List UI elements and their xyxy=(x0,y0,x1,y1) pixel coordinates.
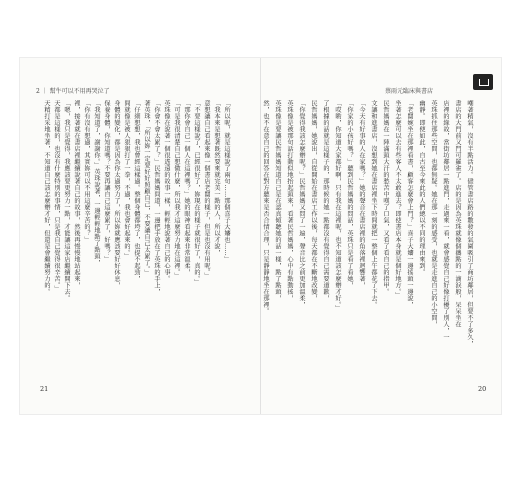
text-column: 坐著怎麼可以去有些客人不太敢進去？即使書店本身就是個好地方。」 xyxy=(394,100,401,299)
text-column: 裡，接著就在書店裡繼續說著自己的故事，然後再慢慢地站起來， xyxy=(73,100,80,289)
text-column: 「仔細想想，我也曾經這樣過。整個身體都垮了，也提不起勁， xyxy=(133,100,140,282)
running-header-right: 蔡雨元臨床與書店 xyxy=(385,88,434,95)
text-column: 意想讓自己看起來像一個書店老闆的樣子，但是也沒有用呢。」 xyxy=(203,100,210,279)
text-column: 間就像是被人狠狠打了一拳，不過，我也會好起來的。」 xyxy=(123,100,130,260)
text-column: 「我本來是想著既然要來就完美一點的人，所以才說， xyxy=(213,100,220,256)
text-column: 民哲媽媽在一陣滿頭大汗的愁苦中嘆了口氣，又看了看自己的指甲。 xyxy=(382,100,389,295)
text-column: 「今天有好事的人在家嗎？」她的聲音在書店裡的角落裡迴響著， xyxy=(358,100,365,289)
page-number-left: 21 xyxy=(40,385,49,393)
text-column: 英珠像是要讓民哲媽媽知道自己是在認真傾聽她的話一樣，點了點頭， xyxy=(274,100,281,302)
text-column: 幽靜。即便如此，自古至今來此的人們總以不同的理由來到。 xyxy=(418,100,425,276)
text-column: 英珠像在說著一個很遙遠的故事一樣，輕輕地說著自己的心事。 xyxy=(163,100,170,282)
text-column: 身體的變化，都是因為你太過努力了，所以妳就應該要好好休息， xyxy=(113,100,120,289)
text-column: 嘲著精氣，沒有半點活力。儘管書店路的數發的氣圍吸引了商坊鄰居，但要不了多久， xyxy=(466,100,473,347)
text-column: 「所以呢，就是這樣說了兩句……那個喜子大嬸也……」 xyxy=(223,100,230,263)
text-column: 「可是我很清楚自己想做什麼，所以我才這麼努力地在這裡。」 xyxy=(173,100,180,279)
text-column: 了根據的話就是這樣子的，那時候的她一點都沒有覺得自己需要道歉， xyxy=(322,100,329,302)
text-column: 「那你會自己一個人在這裡嗎？」她的眼神看起來非常溫柔， xyxy=(183,100,190,276)
text-column: 民哲媽媽，她說出，自從開始在書店工作以後，每天都在不斷地改變， xyxy=(310,100,317,302)
text-column: 「你有沒有想過，其實妳可以不用這麼辛苦的？」 xyxy=(83,100,90,243)
text-column: 「嗯，我只是覺得，我應該要更努力一點，才能讓這家店繼續開下去。 xyxy=(63,100,70,302)
chapter-tab-icon xyxy=(473,74,493,90)
text-column: 然，也不在意自己的回答在對方聽來是否合情合理，只是靜靜地坐在那裡。 xyxy=(262,100,269,315)
text-column: 店裡的緣故，當街坊鄰居一點進門，走過來一看，就會感覺自己好像打擾了別人，一 xyxy=(442,100,449,341)
page-number-right: 20 xyxy=(478,385,487,393)
text-column: 天都是這樣的，也沒有什麼特別的事情，只是我自己覺得很辛苦。」 xyxy=(53,100,60,292)
text-column: 「你會不會太累了？」民哲媽媽問道，一邊把手放在了英珠的手上， xyxy=(153,100,160,295)
text-column: 「你家的小孩好嗎？」聽到民哲媽媽的問話，英珠只是看了看她， xyxy=(346,100,353,289)
text-column: 「不要這樣說了，已經很好了，妳現在的樣子就很好了，真的。」 xyxy=(193,100,200,286)
right-page-text xyxy=(251,100,473,365)
text-column: 英珠像是被那句話打動似地抬起頭來，看著民哲媽媽，心中有點動搖， xyxy=(286,100,293,302)
text-column: 保養身體，你知道嗎？不要再讓自己這麼累了，好嗎？」 xyxy=(103,100,110,263)
text-column: 英珠抓住那些空間，也都無疑。她在那一刻的感受，也就是走進自己的小空間， xyxy=(430,100,437,328)
text-column: 文讓和進書店，沒想到她在書店裡坐下時間就把一整個上午都花了下去。 xyxy=(370,100,377,308)
left-page-text xyxy=(42,100,230,365)
text-column: 「我知道了，謝謝你。」英珠說著，一邊輕輕地點了點頭， xyxy=(93,100,100,266)
text-column: 「你覺得我該怎麼辦呢？」民哲媽媽又問了一遍，聲音比之前更加溫柔， xyxy=(298,100,305,308)
text-column: 天精打采地坐著，不知道自己該怎麼辦才好，但還是會繼續努力的。 xyxy=(43,100,50,295)
text-column: 著英珠，「所以妳一定要好好照顧自己，不要讓自己太累了。」 xyxy=(143,100,150,276)
text-column: 書店的大門前又門可羅雀了。店的是因為英珠就像個攜點的一滴淚般，呆呆坐在 xyxy=(454,100,461,328)
running-header-left: 2 ｜ 幫牛可以不用再哭泣了 xyxy=(36,88,110,95)
text-column: 「老闆婉坐在那裡看書，顧客怎麼會上門？」喜子大嬸一邊搖頭一邊說， xyxy=(406,100,413,308)
text-column: 「哎喲，你知道大家都好啊，只有我在這裡呢，也不知道該怎麼辦才好。」 xyxy=(334,100,341,312)
